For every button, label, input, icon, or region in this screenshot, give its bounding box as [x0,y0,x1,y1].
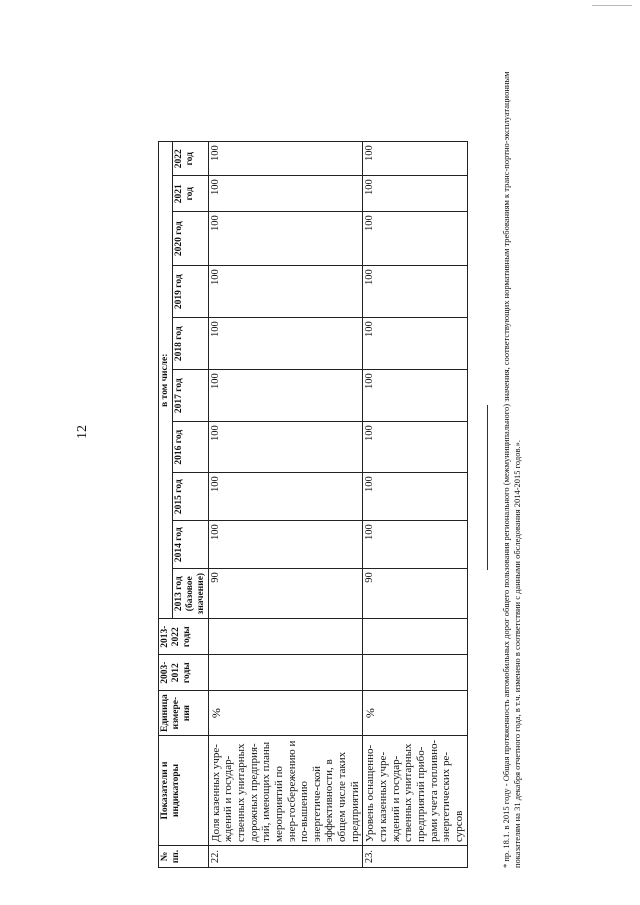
value-cell: 90 [208,569,363,619]
empty-cell [208,619,363,655]
value-cell: 100 [363,473,467,521]
page-number: 12 [75,425,90,439]
value-cell: 100 [208,370,363,422]
header-year: 2015 год [172,473,208,521]
value-cell: 100 [363,142,467,176]
footnote-divider [487,405,488,570]
header-indicator: Показатели и индикаторы [159,736,209,846]
indicator-name: Уровень оснащенно-сти казенных учре-ждений и государ-ственных унитарных предприятий прибо-рами учета топливно-энергетических ре-сурсов [363,736,467,846]
table-row [208,142,363,868]
table-row [363,142,467,868]
value-cell: 100 [363,318,467,370]
unit-cell: % [363,691,467,736]
header-number: № пп. [159,846,209,868]
value-cell: 100 [363,266,467,318]
header-group: в том числе: [159,142,173,619]
value-cell: 100 [208,142,363,176]
header-year: 2020 год [172,212,208,266]
header-year: 2014 год [172,521,208,569]
value-cell: 100 [363,422,467,473]
value-cell: 100 [208,422,363,473]
indicator-name: Доля казенных учре-ждений и государ-ственных унитарных дорожных предприя-тий, имеющих планы мероприятий по энер-госбережению и по-вышению энергетиче-ской эффективности, в общем числе таких предприятий [208,736,363,846]
row-number: 22. [208,846,363,868]
header-year: 2021 год [172,176,208,212]
header-year: 2019 год [172,266,208,318]
header-year: 2016 год [172,422,208,473]
footnote: * пр. 18.1. в 2015 году - Общая протяженность автомобильных дорог общего пользования регионального (межмуниципального) значения, соответствующих нормативным требованиям к транс-портно-эксплуатационным показателям на 31 декабря отчетного года, в т.ч. изменено в соответствии с данными обследования 2014-2015 годов.». [501,71,523,868]
value-cell: 100 [208,266,363,318]
header-unit: Единица измере-ния [159,691,209,736]
value-cell: 100 [208,318,363,370]
header-year: 2013 год (базовое значение) [172,569,208,619]
empty-cell [363,619,467,655]
empty-cell [363,655,467,691]
header-year: 2018 год [172,318,208,370]
value-cell: 100 [363,212,467,266]
value-cell: 100 [363,370,467,422]
header-year: 2017 год [172,370,208,422]
value-cell: 100 [208,176,363,212]
header-2013-2022: 2013-2022 годы [159,619,209,655]
value-cell: 100 [208,473,363,521]
header-2003-2012: 2003-2012 годы [159,655,209,691]
value-cell: 100 [208,212,363,266]
value-cell: 100 [363,521,467,569]
empty-cell [208,655,363,691]
header-year: 2022 год [172,142,208,176]
value-cell: 100 [363,176,467,212]
unit-cell: % [208,691,363,736]
indicators-table [158,141,468,868]
value-cell: 90 [363,569,467,619]
row-number: 23. [363,846,467,868]
value-cell: 100 [208,521,363,569]
